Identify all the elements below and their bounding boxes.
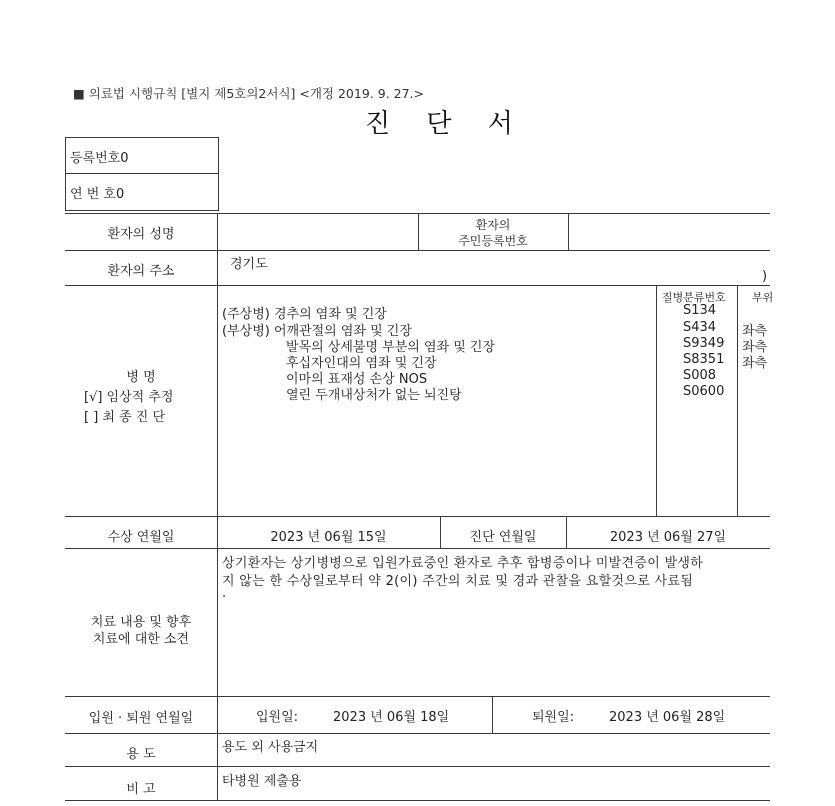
remarks-value: 타병원 제출용 (222, 774, 302, 789)
admission-label: 입원 · 퇴원 연월일 (88, 711, 194, 726)
admission-out-value: 2023 년 06월 28일 (609, 710, 726, 725)
disease-item: 이마의 표재성 손상 NOS (286, 372, 428, 387)
clinical-estimate-checkbox: [√] 임상적 추정 (84, 390, 174, 405)
usage-value: 용도 외 사용금지 (222, 740, 319, 755)
treatment-opinion-line1: 상기환자는 상기병병으로 입원가료중인 환자로 추후 합병증이나 미발견증이 발생하 (222, 556, 704, 571)
regulation-header: ■ 의료법 시행규칙 [별지 제5호의2서식] <개정 2019. 9. 27.> (73, 86, 424, 101)
disease-item: 발목의 상세불명 부분의 염좌 및 긴장 (286, 340, 496, 355)
disease-item: 열린 두개내상처가 없는 뇌진탕 (286, 388, 462, 403)
usage-label: 용 도 (126, 747, 156, 762)
disease-code-header: 질병분류번호 (662, 291, 726, 304)
disease-code: S8351 (683, 352, 725, 367)
patient-name-label: 환자의 성명 (107, 227, 175, 242)
injury-date-label: 수상 연월일 (107, 530, 175, 545)
remarks-label: 비 고 (126, 782, 156, 797)
disease-side: 좌측 (742, 356, 768, 371)
disease-side: 좌측 (742, 340, 768, 355)
serial-number: 연 번 호0 (70, 187, 125, 202)
disease-code: S134 (683, 303, 717, 318)
treatment-opinion-line3: . (222, 586, 227, 601)
disease-label: 병 명 (126, 370, 156, 385)
patient-id-label-line1: 환자의 (475, 218, 511, 232)
disease-code: S434 (683, 320, 717, 335)
disease-item: (부상병) 어깨관절의 염좌 및 긴장 (222, 324, 412, 339)
body-part-header: 부위 (752, 291, 774, 304)
diagnosis-date-value: 2023 년 06월 27일 (609, 530, 727, 545)
treatment-label-line1: 치료 내용 및 향후 (90, 615, 192, 630)
treatment-opinion-line2: 지 않는 한 수상일로부터 약 2(이) 주간의 치료 및 경과 관찰을 요할것으로 사료됨 (222, 574, 694, 589)
disease-code: S0600 (683, 384, 725, 399)
diagnosis-date-label: 진단 연월일 (469, 530, 537, 545)
patient-address-label: 환자의 주소 (107, 264, 175, 279)
final-diagnosis-checkbox: [ ] 최 종 진 단 (84, 410, 166, 425)
admission-out-label: 퇴원일: (532, 710, 575, 725)
injury-date-value: 2023 년 06월 15일 (270, 530, 387, 545)
disease-side: 좌측 (742, 324, 768, 339)
disease-item: 후십자인대의 염좌 및 긴장 (286, 356, 437, 371)
admission-in-value: 2023 년 06월 18일 (333, 710, 450, 725)
patient-id-label-line2: 주민등록번호 (458, 234, 528, 248)
disease-item: (주상병) 경추의 염좌 및 긴장 (222, 307, 387, 322)
treatment-label-line2: 치료에 대한 소견 (92, 632, 190, 647)
disease-code: S008 (683, 368, 717, 383)
patient-address-value: 경기도 (230, 257, 268, 272)
patient-address-tail: ) (762, 269, 768, 284)
registration-number: 등록번호0 (70, 151, 129, 166)
disease-code: S9349 (683, 336, 725, 351)
admission-in-label: 입원일: (256, 710, 299, 725)
document-title: 진 단 서 (365, 109, 527, 139)
